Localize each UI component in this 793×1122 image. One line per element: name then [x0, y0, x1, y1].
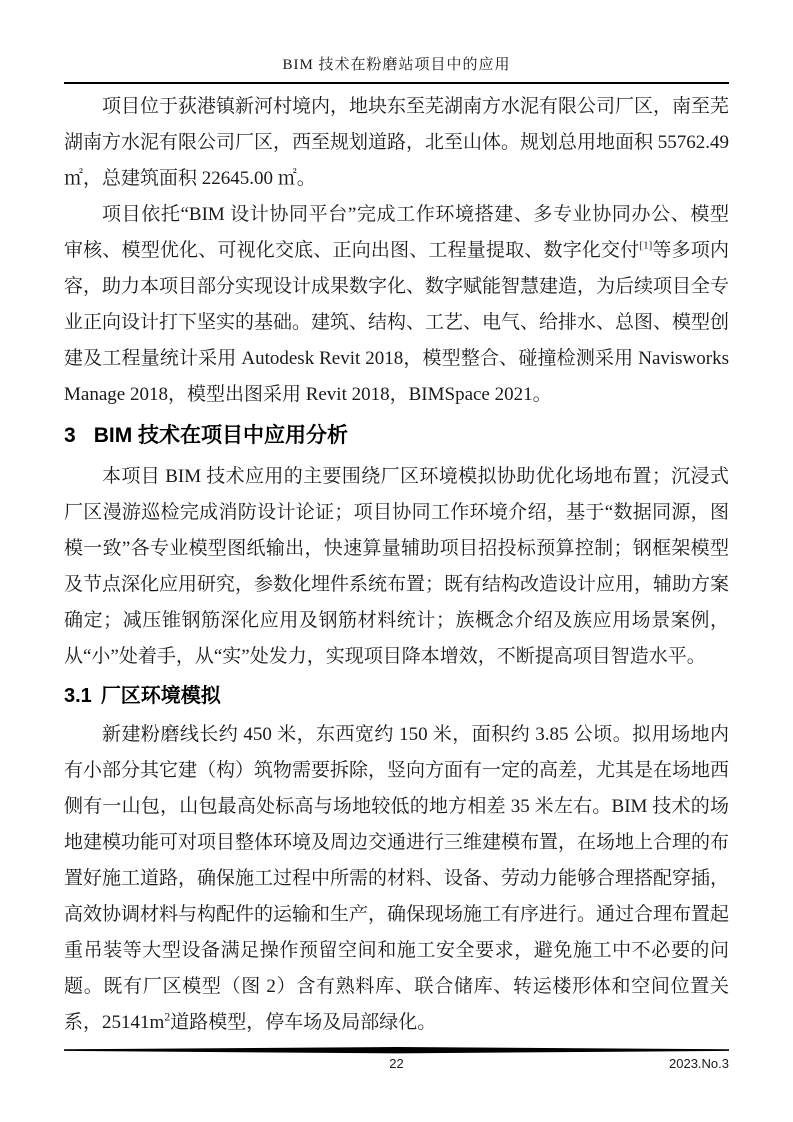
subsection-heading-3-1 [64, 677, 729, 715]
page-header [64, 0, 729, 84]
subsection-title: 厂区环境模拟 [100, 685, 221, 707]
paragraph-text: 本项目 BIM 技术应用的主要围绕厂区环境模拟协助优化场地布置；沉浸式厂区漫游巡检完成消防设计论证；项目协同工作环境介绍，基于“数据同源，图模一致”各专业模型图纸输出，快速算量辅助项目招投标预算控制；钢框架模型及节点深化应用研究，参数化埋件系统布置；既有结构改造设计应用，辅助方案确定；减压锥钢筋深化应用及钢筋材料统计；族概念介绍及族应用场景案例，从“小”处着手，从“实”处发力，实现项目降本增效，不断提高项目智造水平。 [64, 466, 730, 667]
section-title: BIM 技术在项目中应用分析 [93, 424, 349, 447]
paragraph-text: 道路模型，停车场及局部绿化。 [170, 1012, 437, 1033]
page-number: 22 [389, 1056, 404, 1071]
section-number: 3 [64, 424, 76, 447]
paragraph-text: 项目依托“BIM 设计协同平台”完成工作环境搭建、多专业协同办公、模型审核、模型优化、可视化交底、正向出图、工程量提取、数字化交付 [64, 204, 729, 261]
page-footer [64, 1047, 729, 1076]
paragraph-project-location [64, 89, 729, 197]
paragraph-text: 项目位于荻港镇新河村境内，地块东至芜湖南方水泥有限公司厂区，南至芜湖南方水泥有限公司厂区，西至规划道路，北至山体。规划总用地面积 55762.49 ㎡，总建筑面积 22645.00 ㎡。 [64, 96, 730, 189]
paragraph-bim-platform [64, 197, 729, 413]
running-head-title: BIM 技术在粉磨站项目中的应用 [282, 57, 511, 73]
section-heading-3 [64, 416, 729, 456]
footer-row [64, 1054, 729, 1076]
paragraph-site-simulation [64, 717, 729, 1041]
paragraph-bim-applications [64, 459, 729, 675]
document-body [64, 84, 729, 1041]
paragraph-text: 等多项内容，助力本项目部分实现设计成果数字化、数字赋能智慧建造，为后续项目全专业正向设计打下坚实的基础。建筑、结构、工艺、电气、给排水、总图、模型创建及工程量统计采用 Autodesk Revit 2018，模型整合、碰撞检测采用 Navisworks Manage 2018，模型出图采用 Revit 2018，BIMSpace 2021。 [64, 240, 730, 405]
footer-rule [64, 1047, 729, 1054]
issue-label: 2023.No.3 [669, 1056, 729, 1071]
paragraph-text: 新建粉磨线长约 450 米，东西宽约 150 米，面积约 3.85 公顷。拟用场地内有小部分其它建（构）筑物需要拆除，竖向方面有一定的高差，尤其是在场地西侧有一山包，山包最高处标高与场地较低的地方相差 35 米左右。BIM 技术的场地建模功能可对项目整体环境及周边交通进行三维建模布置，在场地上合理的布置好施工道路，确保施工过程中所需的材料、设备、劳动力能够合理搭配穿插，高效协调材料与构配件的运输和生产，确保现场施工有序进行。通过合理布置起重吊装等大型设备满足操作预留空间和施工安全要求，避免施工中不必要的问题。既有厂区模型（图 2）含有熟料库、联合储库、转运楼形体和空间位置关系，25141m [64, 724, 730, 1033]
subsection-number: 3.1 [64, 685, 92, 707]
citation-reference: [1] [639, 239, 653, 252]
superscript-square: 2 [164, 1009, 171, 1024]
